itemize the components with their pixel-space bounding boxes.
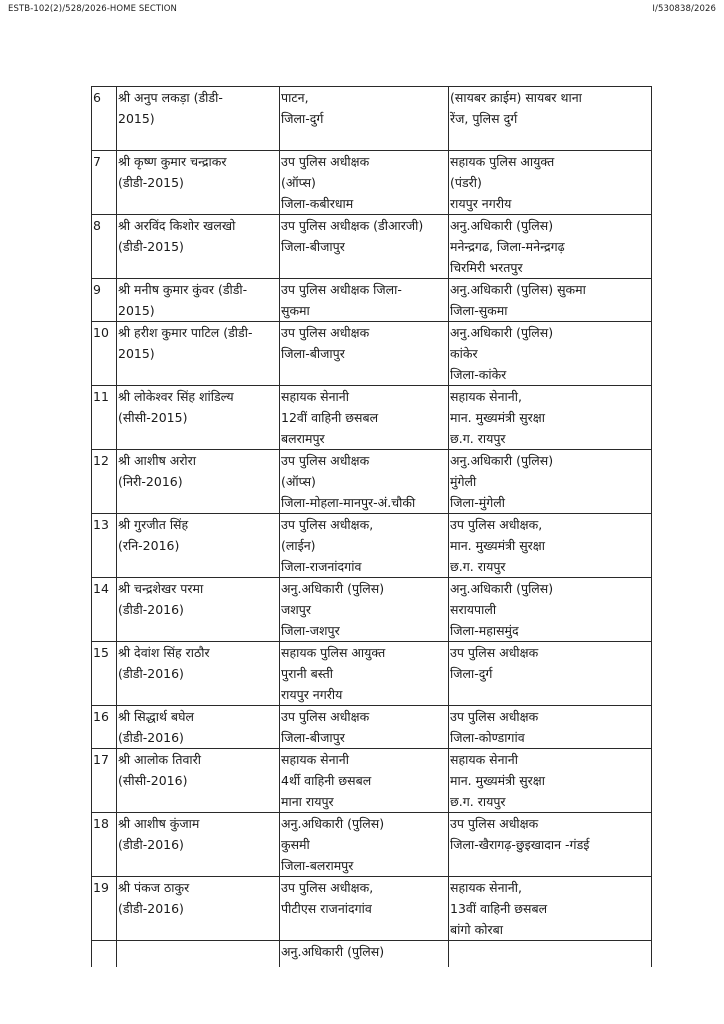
current-posting-cell: अनु.अधिकारी (पुलिस) [280, 941, 449, 967]
serial-number-cell: 9 [92, 279, 117, 322]
new-posting-cell: अनु.अधिकारी (पुलिस) मनेन्द्रगढ, जिला-मनेन्द्रगढ़ चिरमिरी भरतपुर [449, 215, 652, 279]
file-number: I/530838/2026 [652, 4, 716, 14]
officer-name-cell: श्री आलोक तिवारी (सीसी-2016) [117, 749, 280, 813]
new-posting-cell: अनु.अधिकारी (पुलिस) सुकमा जिला-सुकमा [449, 279, 652, 322]
serial-number-cell: 14 [92, 578, 117, 642]
current-posting-cell: अनु.अधिकारी (पुलिस) कुसमी जिला-बलरामपुर [280, 813, 449, 877]
new-posting-cell: सहायक पुलिस आयुक्त (पंडरी) रायपुर नगरीय [449, 151, 652, 215]
table-row [92, 386, 652, 450]
serial-number-cell: 8 [92, 215, 117, 279]
current-posting-cell: उप पुलिस अधीक्षक जिला-बीजापुर [280, 322, 449, 386]
officer-name-cell: श्री सिद्धार्थ बघेल (डीडी-2016) [117, 706, 280, 749]
current-posting-cell: सहायक सेनानी 4र्थी वाहिनी छसबल माना रायपुर [280, 749, 449, 813]
current-posting-cell: पाटन, जिला-दुर्ग [280, 87, 449, 151]
officer-name-cell [117, 941, 280, 967]
table-row [92, 813, 652, 877]
serial-number-cell: 7 [92, 151, 117, 215]
new-posting-cell: उप पुलिस अधीक्षक जिला-कोण्डागांव [449, 706, 652, 749]
current-posting-cell: सहायक सेनानी 12वीं वाहिनी छसबल बलरामपुर [280, 386, 449, 450]
table-row [92, 151, 652, 215]
serial-number-cell: 19 [92, 877, 117, 941]
current-posting-cell: उप पुलिस अधीक्षक जिला-बीजापुर [280, 706, 449, 749]
table-row [92, 279, 652, 322]
new-posting-cell [449, 941, 652, 967]
serial-number-cell: 17 [92, 749, 117, 813]
current-posting-cell: उप पुलिस अधीक्षक (ऑप्स) जिला-कबीरधाम [280, 151, 449, 215]
table-row [92, 642, 652, 706]
new-posting-cell: उप पुलिस अधीक्षक जिला-दुर्ग [449, 642, 652, 706]
table-row [92, 514, 652, 578]
table-row [92, 578, 652, 642]
officer-name-cell: श्री हरीश कुमार पाटिल (डीडी- 2015) [117, 322, 280, 386]
transfer-table [91, 86, 652, 967]
officer-name-cell: श्री चन्द्रशेखर परमा (डीडी-2016) [117, 578, 280, 642]
serial-number-cell: 10 [92, 322, 117, 386]
transfer-table-body [92, 87, 652, 967]
table-row [92, 706, 652, 749]
table-row [92, 941, 652, 967]
officer-name-cell: श्री आशीष कुंजाम (डीडी-2016) [117, 813, 280, 877]
current-posting-cell: उप पुलिस अधीक्षक जिला- सुकमा [280, 279, 449, 322]
new-posting-cell: सहायक सेनानी, मान. मुख्यमंत्री सुरक्षा छ.ग. रायपुर [449, 386, 652, 450]
officer-name-cell: श्री आशीष अरोरा (निरी-2016) [117, 450, 280, 514]
serial-number-cell: 6 [92, 87, 117, 151]
new-posting-cell: अनु.अधिकारी (पुलिस) मुंगेली जिला-मुंगेली [449, 450, 652, 514]
serial-number-cell: 16 [92, 706, 117, 749]
serial-number-cell: 13 [92, 514, 117, 578]
new-posting-cell: सहायक सेनानी मान. मुख्यमंत्री सुरक्षा छ.ग. रायपुर [449, 749, 652, 813]
current-posting-cell: उप पुलिस अधीक्षक, (लाईन) जिला-राजनांदगांव [280, 514, 449, 578]
current-posting-cell: उप पुलिस अधीक्षक (ऑप्स) जिला-मोहला-मानपुर-अं.चौकी [280, 450, 449, 514]
serial-number-cell: 12 [92, 450, 117, 514]
table-row [92, 215, 652, 279]
current-posting-cell: उप पुलिस अधीक्षक, पीटीएस राजनांदगांव [280, 877, 449, 941]
document-reference-number: ESTB-102(2)/528/2026-HOME SECTION [8, 4, 178, 14]
officer-name-cell: श्री देवांश सिंह राठौर (डीडी-2016) [117, 642, 280, 706]
table-row [92, 877, 652, 941]
table-row [92, 749, 652, 813]
table-row [92, 450, 652, 514]
serial-number-cell: 11 [92, 386, 117, 450]
table-row [92, 322, 652, 386]
current-posting-cell: उप पुलिस अधीक्षक (डीआरजी) जिला-बीजापुर [280, 215, 449, 279]
new-posting-cell: (सायबर क्राईम) सायबर थाना रेंज, पुलिस दुर्ग [449, 87, 652, 151]
officer-name-cell: श्री गुरजीत सिंह (रनि-2016) [117, 514, 280, 578]
officer-name-cell: श्री कृष्ण कुमार चन्द्राकर (डीडी-2015) [117, 151, 280, 215]
serial-number-cell: 18 [92, 813, 117, 877]
officer-name-cell: श्री मनीष कुमार कुंवर (डीडी- 2015) [117, 279, 280, 322]
new-posting-cell: सहायक सेनानी, 13वीं वाहिनी छसबल बांगो कोरबा [449, 877, 652, 941]
serial-number-cell [92, 941, 117, 967]
new-posting-cell: अनु.अधिकारी (पुलिस) सरायपाली जिला-महासमुंद [449, 578, 652, 642]
current-posting-cell: सहायक पुलिस आयुक्त पुरानी बस्ती रायपुर नगरीय [280, 642, 449, 706]
officer-name-cell: श्री अनुप लकड़ा (डीडी- 2015) [117, 87, 280, 151]
officer-name-cell: श्री लोकेश्वर सिंह शांडिल्य (सीसी-2015) [117, 386, 280, 450]
new-posting-cell: उप पुलिस अधीक्षक जिला-खैरागढ़-छुइखादान -गंडई [449, 813, 652, 877]
current-posting-cell: अनु.अधिकारी (पुलिस) जशपुर जिला-जशपुर [280, 578, 449, 642]
new-posting-cell: अनु.अधिकारी (पुलिस) कांकेर जिला-कांकेर [449, 322, 652, 386]
serial-number-cell: 15 [92, 642, 117, 706]
officer-name-cell: श्री अरविंद किशोर खलखो (डीडी-2015) [117, 215, 280, 279]
table-row [92, 87, 652, 151]
officer-name-cell: श्री पंकज ठाकुर (डीडी-2016) [117, 877, 280, 941]
new-posting-cell: उप पुलिस अधीक्षक, मान. मुख्यमंत्री सुरक्षा छ.ग. रायपुर [449, 514, 652, 578]
